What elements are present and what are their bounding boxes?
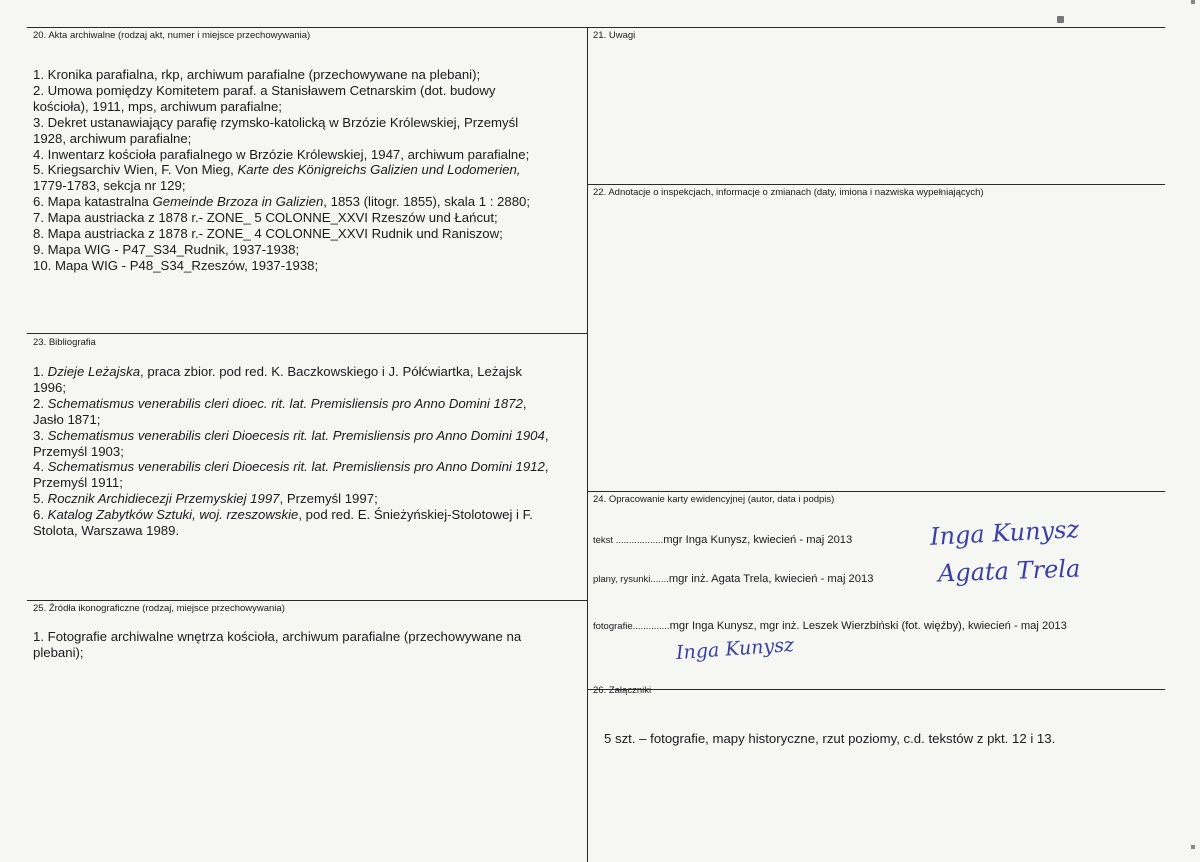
italic-title: Gemeinde Brzoza in Galizien — [152, 194, 324, 210]
list-item: Przemyśl 1911; — [33, 475, 123, 491]
list-item — [33, 459, 549, 475]
list-item: 10. Mapa WIG - P48_S34_Rzeszów, 1937-1938; — [33, 257, 319, 273]
italic-title: Karte des Königreichs Galizien und Lodomerien, — [237, 162, 521, 178]
top-rule — [27, 27, 1165, 28]
list-item: 3. Dekret ustanawiający parafię rzymsko-katolicką w Brzózie Królewskiej, Przemyśl — [33, 114, 519, 130]
rule-26 — [587, 689, 1165, 690]
signature-plany: Agata Trela — [937, 554, 1081, 588]
tekst-value: mgr Inga Kunysz, kwiecień - maj 2013 — [663, 534, 853, 546]
tekst-label: tekst .................. — [593, 535, 664, 546]
italic-title: Schematismus venerabilis cleri Dioecesis rit. lat. Premisliensis pro Anno Domini 1912 — [47, 459, 545, 475]
section-23-header: 23. Bibliografia — [33, 337, 96, 348]
author-drawings-row — [593, 573, 873, 586]
text-fragment: 5. — [33, 491, 48, 507]
list-item: Jasło 1871; — [33, 411, 101, 427]
section-21-header: 21. Uwagi — [593, 30, 636, 41]
foto-value: mgr Inga Kunysz, mgr inż. Leszek Wierzbiński (fot. więźby), kwiecień - maj 2013 — [669, 620, 1067, 632]
list-item — [33, 162, 530, 178]
text-fragment: , pod red. E. Śnieżyńskiej-Stolotowej i F. — [298, 507, 533, 523]
registration-mark — [1057, 16, 1064, 23]
corner-mark — [1191, 0, 1195, 4]
list-item: kościoła), 1911, mps, archiwum parafialne; — [33, 98, 282, 114]
text-fragment: 1. — [33, 364, 48, 379]
corner-mark — [1191, 845, 1195, 849]
text-fragment: 6. — [33, 507, 48, 523]
section-24-header: 24. Opracowanie karty ewidencyjnej (autor, data i podpis) — [593, 494, 835, 505]
text-fragment: 4. — [33, 459, 48, 475]
rule-25 — [27, 600, 587, 601]
section-26-text: 5 szt. – fotografie, mapy historyczne, rzut poziomy, c.d. tekstów z pkt. 12 i 13. — [604, 731, 1056, 746]
rule-23 — [27, 333, 587, 334]
rule-22 — [587, 184, 1165, 185]
plany-value: mgr inż. Agata Trela, kwiecień - maj 2013 — [668, 573, 874, 585]
section-23-list — [33, 364, 549, 539]
text-fragment: , 1853 (litogr. 1855), skala 1 : 2880; — [323, 194, 531, 210]
author-photos-row — [593, 620, 1067, 633]
list-item: plebani); — [33, 644, 84, 660]
list-item: 1779-1783, sekcja nr 129; — [33, 178, 186, 194]
italic-title: Dzieje Leżajska — [47, 364, 141, 379]
italic-title: Schematismus venerabilis cleri Dioecesis rit. lat. Premisliensis pro Anno Domini 1904 — [47, 427, 545, 443]
text-fragment: 2. — [33, 395, 48, 411]
list-item — [33, 396, 549, 412]
list-item — [33, 364, 549, 380]
text-fragment: , Przemyśl 1997; — [279, 491, 378, 507]
list-item: 9. Mapa WIG - P47_S34_Rudnik, 1937-1938; — [33, 241, 300, 257]
section-25-list — [33, 629, 521, 661]
list-item: 1928, archiwum parafialne; — [33, 130, 192, 146]
signature-tekst: Inga Kunysz — [929, 515, 1080, 551]
list-item: 2. Umowa pomiędzy Komitetem paraf. a Stanisławem Cetnarskim (dot. budowy — [33, 82, 496, 98]
text-fragment: , — [544, 459, 549, 475]
section-20-list — [33, 67, 530, 274]
text-fragment: 3. — [33, 427, 48, 443]
section-22-header: 22. Adnotacje o inspekcjach, informacje o zmianach (daty, imiona i nazwiska wypełniających) — [593, 187, 984, 198]
center-divider — [587, 27, 588, 862]
foto-label: fotografie.............. — [593, 621, 670, 632]
italic-title: Katalog Zabytków Sztuki, woj. rzeszowskie — [47, 507, 299, 523]
list-item: 1. Kronika parafialna, rkp, archiwum parafialne (przechowywane na plebani); — [33, 67, 481, 82]
section-26-header: 26. Załączniki — [593, 685, 652, 696]
list-item: Stolota, Warszawa 1989. — [33, 523, 180, 539]
text-fragment: 6. Mapa katastralna — [33, 194, 153, 210]
plany-label: plany, rysunki....... — [593, 574, 669, 585]
list-item — [33, 428, 549, 444]
section-25-header: 25. Źródła ikonograficzne (rodzaj, miejsce przechowywania) — [33, 603, 285, 614]
text-fragment: 5. Kriegsarchiv Wien, F. Von Mieg, — [33, 162, 238, 178]
signature-foto: Inga Kunysz — [675, 633, 795, 665]
rule-24 — [587, 491, 1165, 492]
list-item: 4. Inwentarz kościoła parafialnego w Brzózie Królewskiej, 1947, archiwum parafialne; — [33, 146, 530, 162]
list-item: 1996; — [33, 379, 67, 395]
italic-title: Schematismus venerabilis cleri dioec. rit. lat. Premisliensis pro Anno Domini 1872 — [47, 395, 523, 411]
list-item: Przemyśl 1903; — [33, 443, 124, 459]
author-text-row — [593, 534, 852, 547]
list-item: 1. Fotografie archiwalne wnętrza kościoła, archiwum parafialne (przechowywane na — [33, 629, 522, 644]
italic-title: Rocznik Archidiecezji Przemyskiej 1997 — [47, 491, 280, 507]
list-item — [33, 194, 530, 210]
section-20-header: 20. Akta archiwalne (rodzaj akt, numer i miejsce przechowywania) — [33, 30, 311, 41]
text-fragment: , — [522, 395, 527, 411]
list-item: 7. Mapa austriacka z 1878 r.- ZONE_ 5 COLONNE_XXVI Rzeszów und Łańcut; — [33, 210, 498, 226]
list-item — [33, 507, 549, 523]
list-item — [33, 491, 549, 507]
text-fragment: , praca zbior. pod red. K. Baczkowskiego i J. Półćwiartka, Leżajsk — [140, 364, 522, 379]
list-item: 8. Mapa austriacka z 1878 r.- ZONE_ 4 COLONNE_XXVI Rudnik und Raniszow; — [33, 226, 503, 242]
text-fragment: , — [544, 427, 549, 443]
